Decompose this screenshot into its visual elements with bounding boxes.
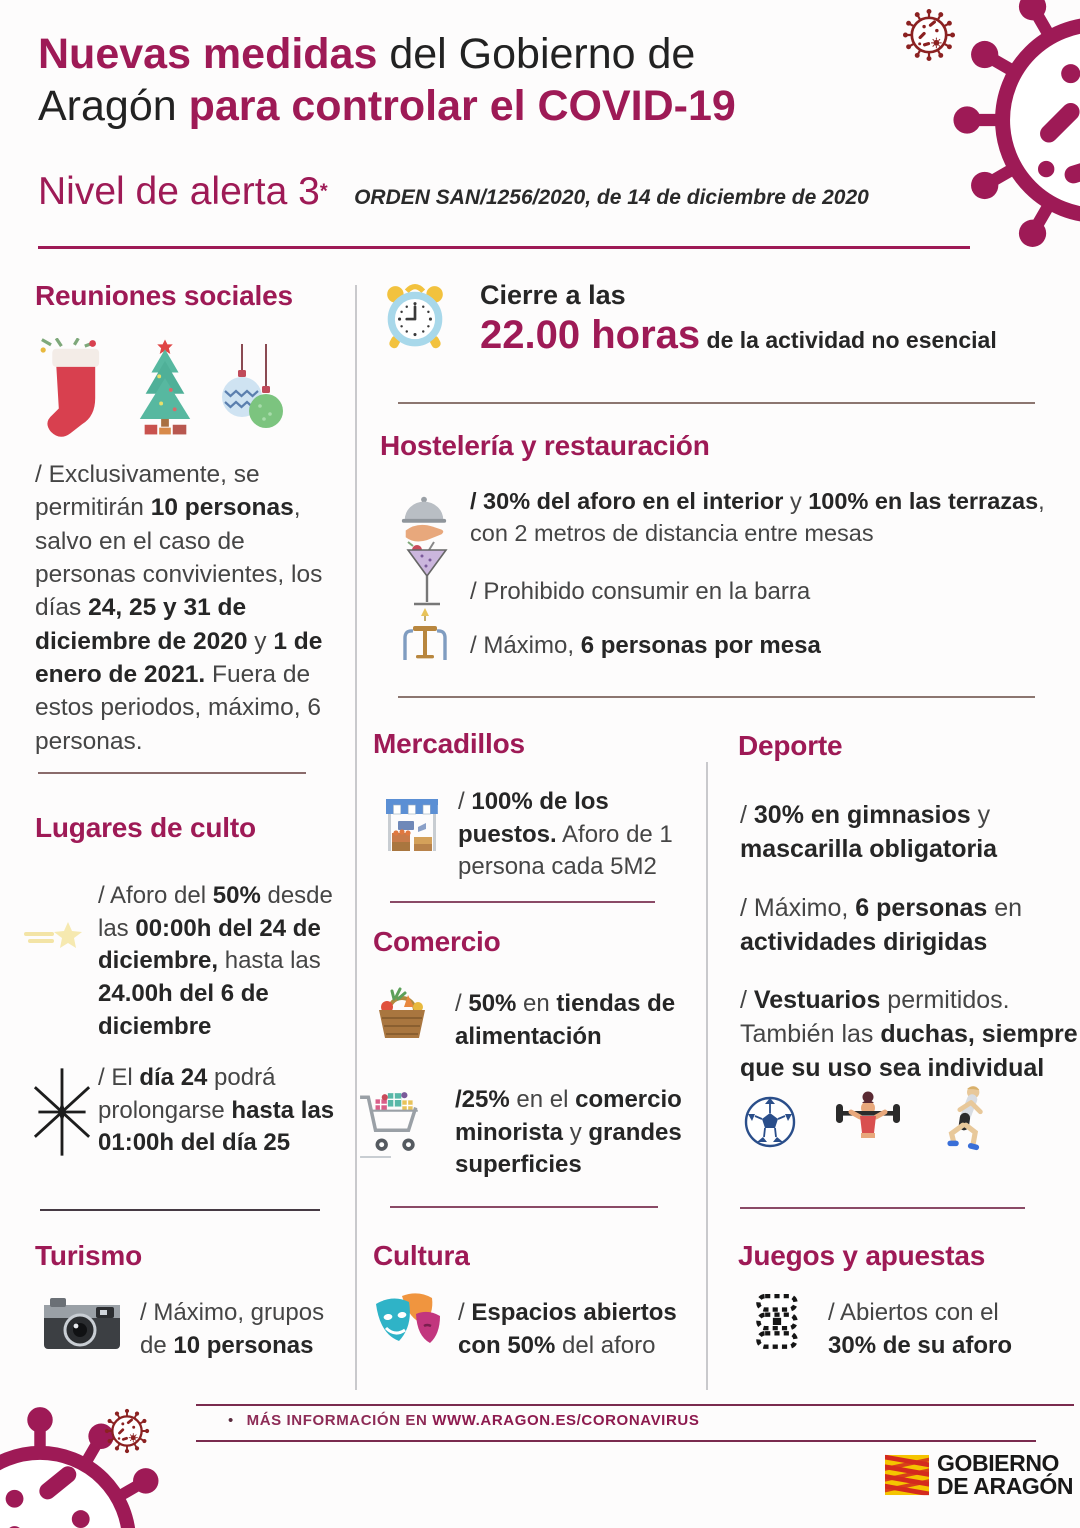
- order-reference: ORDEN SAN/1256/2020, de 14 de diciembre de 2020: [354, 186, 869, 209]
- market-stall-icon: [384, 796, 440, 854]
- title-line1: Nuevas medidas del Gobierno de: [38, 30, 696, 78]
- section-divider: [398, 696, 1035, 698]
- footer-bullet: •: [228, 1412, 234, 1429]
- page-title: [38, 28, 888, 133]
- star-sparkle-icon: [22, 1066, 102, 1158]
- section-divider: [398, 402, 1035, 404]
- deporte-item-1: / 30% en gimnasios y mascarilla obligatoria: [740, 801, 998, 863]
- cierre-block: [480, 280, 997, 358]
- poker-chips-icon: [750, 1292, 804, 1356]
- christmas-icons-row: [38, 332, 284, 440]
- alert-level: Nivel de alerta 3* ORDEN SAN/1256/2020, de 14 de diciembre de 2020: [38, 170, 869, 213]
- coronavirus-large-icon: [948, 0, 1080, 270]
- soccer-ball-icon: [744, 1096, 796, 1148]
- section-divider: [40, 1209, 320, 1211]
- footer-divider-top: [196, 1404, 1074, 1406]
- cloche-icon: [398, 490, 450, 544]
- culto-item-2: / El día 24 podrá prolongarse hasta las 01:00h del día 25: [98, 1064, 335, 1157]
- runner-icon: [940, 1084, 994, 1154]
- christmas-ornaments-icon: [214, 342, 284, 440]
- coronavirus-small-icon: [902, 8, 956, 62]
- section-title-cultura: Cultura: [373, 1240, 470, 1271]
- title-divider: [38, 246, 970, 249]
- alert-asterisk: *: [319, 180, 328, 203]
- footer-info: • MÁS INFORMACIÓN EN WWW.ARAGON.ES/CORONAVIRUS: [228, 1412, 700, 1429]
- alarm-clock-icon: [382, 282, 448, 350]
- coronavirus-small-icon: [104, 1408, 150, 1454]
- table-chairs-icon: [396, 606, 454, 664]
- section-divider: [740, 1207, 1025, 1209]
- logo-text: GOBIERNO DE ARAGÓN: [937, 1450, 1074, 1499]
- section-title-reuniones: Reuniones sociales: [35, 280, 293, 311]
- title-line2: Aragón para controlar el COVID-19: [38, 82, 736, 131]
- weightlifter-icon: [834, 1090, 902, 1152]
- column-divider-left: [355, 285, 357, 1390]
- coronavirus-large-icon: [0, 1402, 180, 1528]
- section-title-deporte: Deporte: [738, 730, 843, 761]
- title-accent: Nuevas medidas: [38, 30, 378, 78]
- aragon-flag-icon: [885, 1454, 929, 1496]
- hosteleria-item-1: / 30% del aforo en el interior y 100% en las terrazas, con 2 metros de distancia entre mesas: [470, 488, 1045, 546]
- cultura-item: / Espacios abiertos con 50% del aforo: [458, 1299, 677, 1359]
- christmas-tree-icon: [134, 332, 196, 440]
- footer-url-link[interactable]: WWW.ARAGON.ES/CORONAVIRUS: [432, 1412, 700, 1429]
- section-title-mercadillos: Mercadillos: [373, 728, 525, 759]
- culto-item-1: / Aforo del 50% desde las 00:00h del 24 de diciembre, hasta las 24.00h del 6 de diciembre: [98, 882, 333, 1040]
- deporte-item-2: / Máximo, 6 personas en actividades dirigidas: [740, 894, 1023, 956]
- turismo-item: / Máximo, grupos de 10 personas: [140, 1299, 325, 1359]
- juegos-item: / Abiertos con el 30% de su aforo: [828, 1299, 1013, 1359]
- grocery-basket-icon: [374, 986, 430, 1042]
- gobierno-aragon-logo: [885, 1452, 1073, 1497]
- section-title-comercio: Comercio: [373, 926, 501, 957]
- comercio-item-1: / 50% en tiendas de alimentación: [455, 990, 676, 1050]
- christmas-stocking-icon: [38, 338, 116, 440]
- column-divider-right: [706, 762, 708, 1390]
- camera-icon: [42, 1292, 122, 1356]
- section-title-juegos: Juegos y apuestas: [738, 1240, 986, 1271]
- comercio-item-2: /25% en el comercio minorista y grandes superficies: [455, 1086, 682, 1179]
- theater-masks-icon: [372, 1290, 448, 1360]
- cierre-line1: Cierre a las: [480, 280, 626, 310]
- section-title-turismo: Turismo: [35, 1240, 142, 1271]
- hosteleria-item-3: / Máximo, 6 personas por mesa: [470, 632, 821, 659]
- footer-divider-bottom: [196, 1440, 1036, 1442]
- section-title-hosteleria: Hostelería y restauración: [380, 430, 710, 461]
- section-divider: [390, 901, 655, 903]
- shopping-cart-icon: [358, 1082, 426, 1162]
- section-title-culto: Lugares de culto: [35, 812, 256, 843]
- deporte-item-3: / Vestuarios permitidos. También las duchas, siempre que su uso sea individual: [740, 986, 1078, 1082]
- mercadillos-item: / 100% de los puestos. Aforo de 1 persona cada 5M2: [458, 788, 673, 881]
- section-divider: [390, 1206, 658, 1208]
- cierre-line2: 22.00 horas de la actividad no esencial: [480, 313, 997, 357]
- shooting-star-icon: [24, 920, 90, 954]
- section-divider: [38, 772, 306, 774]
- hosteleria-item-2: / Prohibido consumir en la barra: [470, 578, 811, 605]
- cierre-time: 22.00 horas: [480, 313, 701, 357]
- reuniones-paragraph: / Exclusivamente, se permitirán 10 personas, salvo en el caso de personas convivientes, los días 24, 25 y 31 de diciembre de 2020 y 1 de enero de 2021. Fuera de estos periodos, máximo, 6 personas.: [35, 461, 323, 755]
